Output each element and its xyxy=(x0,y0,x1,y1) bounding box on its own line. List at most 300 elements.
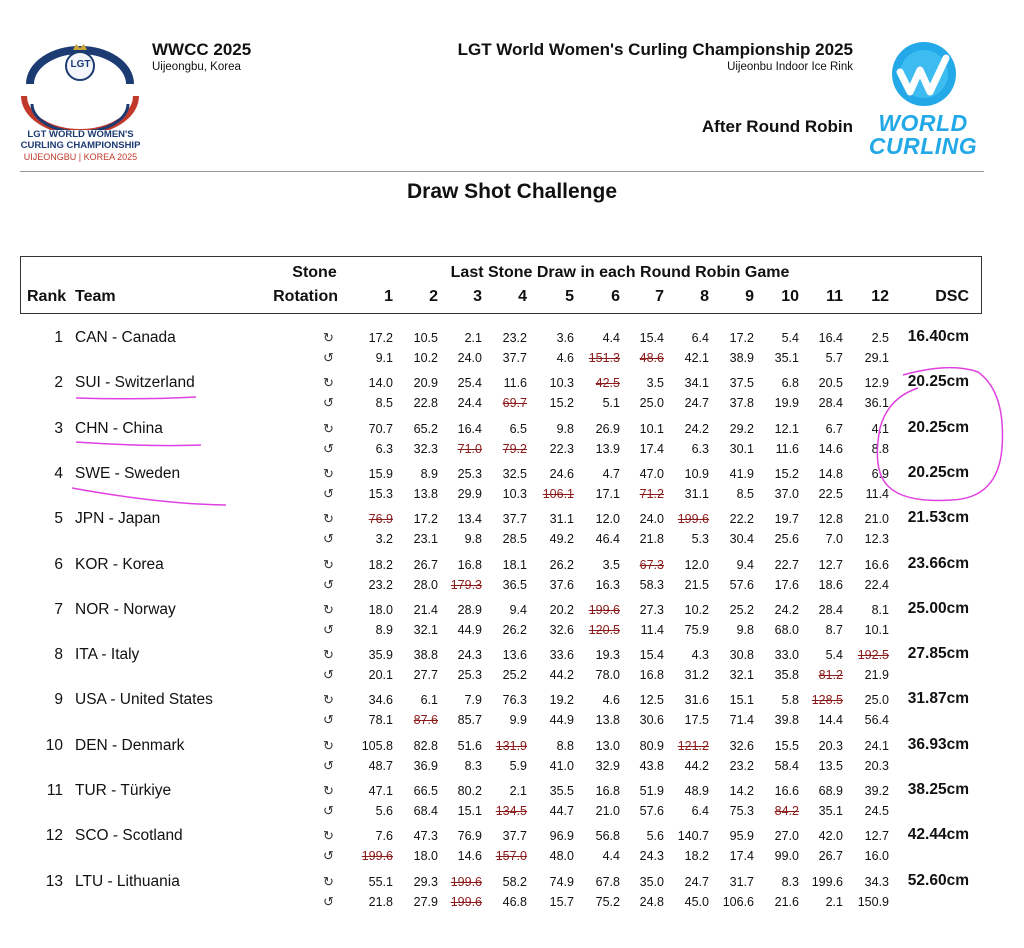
event-short-name: WWCC 2025 xyxy=(152,40,252,59)
draw-value: 68.0 xyxy=(774,622,799,637)
draw-value: 48.7 xyxy=(368,758,393,773)
draw-value: 8.8 xyxy=(871,441,889,456)
rank-cell: 10 xyxy=(45,736,63,754)
draw-value: 34.1 xyxy=(684,376,709,391)
draw-value: 58.4 xyxy=(774,758,799,773)
draw-value: 20.3 xyxy=(818,738,843,753)
draw-value: 80.2 xyxy=(457,784,482,798)
header-game-1: 1 xyxy=(384,288,393,305)
draw-value: 57.6 xyxy=(729,577,754,592)
draw-value: 24.6 xyxy=(549,466,574,481)
draw-value: 16.6 xyxy=(774,784,799,798)
draw-value: 21.0 xyxy=(864,512,889,527)
draw-value: 4.4 xyxy=(602,849,620,864)
header-game-11: 11 xyxy=(826,288,843,305)
draw-value: 32.1 xyxy=(729,668,754,683)
rank-cell: 9 xyxy=(54,691,63,709)
world-curling-line-1: WORLD xyxy=(878,110,968,136)
draw-value: 25.0 xyxy=(639,396,664,411)
draw-value: 32.5 xyxy=(502,466,527,481)
draw-value: 68.9 xyxy=(818,784,843,798)
draw-value: 21.8 xyxy=(368,894,393,909)
draw-value: 17.4 xyxy=(639,441,664,456)
draw-value: 44.2 xyxy=(549,668,574,683)
draw-value: 48.0 xyxy=(549,849,574,864)
world-curling-mark-icon xyxy=(858,38,988,113)
draw-value: 199.6 xyxy=(361,849,393,864)
draw-value: 131.9 xyxy=(495,738,527,753)
draw-value: 2.1 xyxy=(464,331,482,345)
draw-value: 32.6 xyxy=(549,622,574,637)
draw-value: 15.4 xyxy=(639,648,664,663)
draw-value: 43.8 xyxy=(639,758,664,773)
logo-line-2: CURLING CHAMPIONSHIP xyxy=(20,140,141,151)
underline-china xyxy=(76,442,201,446)
draw-value: 25.0 xyxy=(864,693,889,708)
draw-value: 24.5 xyxy=(864,804,889,818)
draw-value: 5.8 xyxy=(781,693,799,708)
draw-value: 42.1 xyxy=(684,351,709,365)
draw-value: 8.7 xyxy=(825,622,843,637)
draw-value: 8.5 xyxy=(375,396,393,411)
draw-value: 8.3 xyxy=(781,874,799,889)
draw-value: 21.0 xyxy=(595,804,620,818)
draw-value: 37.7 xyxy=(502,351,527,365)
draw-value: 6.9 xyxy=(871,466,889,481)
draw-value: 26.9 xyxy=(595,421,620,436)
draw-value: 19.3 xyxy=(595,648,620,663)
world-curling-line-2: CURLING xyxy=(868,133,978,159)
dsc-value: 27.85cm xyxy=(907,645,969,663)
logo-badge: LGT xyxy=(70,59,91,70)
draw-value: 28.4 xyxy=(818,396,843,411)
dsc-value: 36.93cm xyxy=(907,735,969,753)
draw-value: 16.8 xyxy=(595,784,620,798)
draw-value: 17.5 xyxy=(684,713,709,728)
draw-value: 87.6 xyxy=(413,713,438,728)
draw-value: 7.6 xyxy=(375,829,393,844)
draw-value: 74.9 xyxy=(549,874,574,889)
rank-cell: 2 xyxy=(54,374,63,392)
draw-value: 10.5 xyxy=(413,331,438,345)
draw-value: 7.9 xyxy=(464,693,482,708)
table-header-rule xyxy=(20,313,982,314)
draw-value: 16.8 xyxy=(639,668,664,683)
draw-value: 12.5 xyxy=(639,693,664,708)
logo-line-3: UIJEONGBU | KOREA 2025 xyxy=(23,152,138,162)
competition-stage: After Round Robin xyxy=(701,117,853,136)
draw-value: 15.1 xyxy=(729,693,754,708)
draw-value: 15.2 xyxy=(774,466,799,481)
counterclockwise-rotation-icon: ↺ xyxy=(323,848,334,864)
draw-value: 15.5 xyxy=(774,738,799,753)
draw-value: 2.5 xyxy=(871,331,889,345)
draw-value: 25.3 xyxy=(457,466,482,481)
clockwise-rotation-icon: ↻ xyxy=(323,420,334,436)
clockwise-rotation-icon: ↻ xyxy=(323,828,334,844)
draw-value: 19.7 xyxy=(774,512,799,527)
draw-value: 17.2 xyxy=(368,331,393,345)
header-last-stone-draw: Last Stone Draw in each Round Robin Game xyxy=(450,264,790,281)
draw-value: 5.4 xyxy=(781,331,799,345)
draw-value: 12.3 xyxy=(864,532,889,547)
draw-value: 21.4 xyxy=(413,602,438,617)
draw-value: 10.1 xyxy=(864,622,889,637)
draw-value: 84.2 xyxy=(774,804,799,818)
dsc-value: 21.53cm xyxy=(907,509,969,527)
draw-value: 79.2 xyxy=(502,441,527,456)
draw-value: 31.1 xyxy=(684,486,709,501)
draw-value: 75.9 xyxy=(684,622,709,637)
draw-value: 13.0 xyxy=(595,738,620,753)
draw-value: 47.1 xyxy=(368,784,393,798)
draw-value: 47.0 xyxy=(639,466,664,481)
draw-value: 4.1 xyxy=(871,421,889,436)
clockwise-rotation-icon: ↻ xyxy=(323,783,334,798)
draw-value: 37.8 xyxy=(729,396,754,411)
logo-line-1: LGT WORLD WOMEN'S xyxy=(27,129,134,140)
draw-value: 12.1 xyxy=(774,421,799,436)
draw-value: 3.5 xyxy=(646,376,664,391)
draw-value: 46.8 xyxy=(502,894,527,909)
draw-value: 51.6 xyxy=(457,738,482,753)
draw-value: 71.0 xyxy=(457,441,482,456)
draw-value: 23.2 xyxy=(368,577,393,592)
underline-switzerland xyxy=(76,397,196,399)
draw-value: 33.0 xyxy=(774,648,799,663)
draw-value: 27.0 xyxy=(774,829,799,844)
dsc-value: 16.40cm xyxy=(907,328,969,345)
draw-value: 120.5 xyxy=(588,622,620,637)
draw-value: 75.3 xyxy=(729,804,754,818)
draw-value: 16.6 xyxy=(864,557,889,572)
draw-value: 45.0 xyxy=(684,894,709,909)
draw-value: 24.4 xyxy=(457,396,482,411)
draw-value: 37.7 xyxy=(502,829,527,844)
draw-value: 21.6 xyxy=(774,894,799,909)
counterclockwise-rotation-icon: ↺ xyxy=(323,576,334,592)
draw-value: 28.0 xyxy=(413,577,438,592)
draw-value: 48.9 xyxy=(684,784,709,798)
counterclockwise-rotation-icon: ↺ xyxy=(323,395,334,411)
draw-value: 16.8 xyxy=(457,557,482,572)
draw-value: 12.7 xyxy=(864,829,889,844)
draw-value: 9.4 xyxy=(509,602,527,617)
clockwise-rotation-icon: ↻ xyxy=(323,465,334,481)
draw-value: 21.9 xyxy=(864,668,889,683)
draw-value: 3.6 xyxy=(556,331,574,345)
draw-value: 23.2 xyxy=(729,758,754,773)
draw-value: 13.4 xyxy=(457,512,482,527)
draw-value: 16.4 xyxy=(457,421,482,436)
draw-value: 31.6 xyxy=(684,693,709,708)
draw-value: 26.7 xyxy=(413,557,438,572)
header-team: Team xyxy=(75,288,116,305)
draw-value: 13.6 xyxy=(502,648,527,663)
draw-value: 18.2 xyxy=(368,557,393,572)
draw-value: 35.0 xyxy=(639,874,664,889)
draw-value: 35.1 xyxy=(774,351,799,365)
draw-value: 6.8 xyxy=(781,376,799,391)
draw-value: 6.3 xyxy=(691,441,709,456)
draw-value: 35.5 xyxy=(549,784,574,798)
draw-value: 34.3 xyxy=(864,874,889,889)
draw-value: 35.9 xyxy=(368,648,393,663)
draw-value: 67.3 xyxy=(639,557,664,572)
draw-value: 28.9 xyxy=(457,602,482,617)
draw-value: 30.4 xyxy=(729,532,754,547)
draw-value: 17.1 xyxy=(595,486,620,501)
draw-value: 27.3 xyxy=(639,602,664,617)
draw-value: 11.4 xyxy=(865,486,889,501)
header-rotation: Rotation xyxy=(273,288,338,305)
draw-value: 81.2 xyxy=(818,668,843,683)
draw-value: 56.8 xyxy=(595,829,620,844)
draw-value: 37.5 xyxy=(729,376,754,391)
team-name: USA - United States xyxy=(75,691,213,709)
counterclockwise-rotation-icon: ↺ xyxy=(323,621,334,637)
draw-value: 24.7 xyxy=(684,396,709,411)
draw-value: 26.2 xyxy=(502,622,527,637)
draw-value: 24.0 xyxy=(457,351,482,365)
counterclockwise-rotation-icon: ↺ xyxy=(323,440,334,456)
draw-value: 9.8 xyxy=(556,421,574,436)
draw-value: 38.9 xyxy=(729,351,754,365)
draw-value: 24.1 xyxy=(864,738,889,753)
draw-value: 76.9 xyxy=(368,512,393,527)
clockwise-rotation-icon: ↻ xyxy=(323,692,334,708)
draw-value: 29.9 xyxy=(457,486,482,501)
draw-value: 19.9 xyxy=(774,396,799,411)
counterclockwise-rotation-icon: ↺ xyxy=(323,712,334,728)
header-game-4: 4 xyxy=(518,288,527,305)
draw-value: 8.9 xyxy=(420,466,438,481)
draw-value: 6.4 xyxy=(691,804,709,818)
draw-value: 4.6 xyxy=(602,693,620,708)
draw-value: 22.5 xyxy=(818,486,843,501)
draw-value: 12.8 xyxy=(818,512,843,527)
team-name: DEN - Denmark xyxy=(75,736,185,754)
draw-value: 27.7 xyxy=(413,668,438,683)
draw-value: 56.4 xyxy=(864,713,889,728)
draw-value: 12.0 xyxy=(595,512,620,527)
draw-value: 12.0 xyxy=(684,557,709,572)
draw-value: 37.7 xyxy=(502,512,527,527)
draw-value: 15.9 xyxy=(368,466,393,481)
rank-cell: 5 xyxy=(54,510,63,528)
draw-value: 24.3 xyxy=(457,648,482,663)
draw-value: 14.4 xyxy=(818,713,843,728)
header-game-6: 6 xyxy=(611,288,620,305)
draw-value: 9.4 xyxy=(736,557,754,572)
draw-value: 21.8 xyxy=(639,532,664,547)
draw-value: 20.1 xyxy=(368,668,393,683)
draw-value: 9.8 xyxy=(736,622,754,637)
draw-value: 35.1 xyxy=(818,804,843,818)
rank-cell: 13 xyxy=(45,872,63,890)
header-rank: Rank xyxy=(27,288,67,305)
draw-value: 24.2 xyxy=(774,602,799,617)
draw-value: 25.6 xyxy=(774,532,799,547)
draw-value: 30.6 xyxy=(639,713,664,728)
rank-cell: 8 xyxy=(54,646,63,664)
draw-value: 20.2 xyxy=(549,602,574,617)
draw-value: 42.0 xyxy=(818,829,843,844)
clockwise-rotation-icon: ↻ xyxy=(323,375,334,391)
rank-cell: 12 xyxy=(45,827,63,845)
draw-value: 44.7 xyxy=(549,804,574,818)
draw-value: 2.1 xyxy=(509,784,527,798)
draw-value: 10.9 xyxy=(684,466,709,481)
clockwise-rotation-icon: ↻ xyxy=(323,511,334,527)
draw-value: 30.1 xyxy=(729,441,754,456)
draw-value: 15.1 xyxy=(457,804,482,818)
draw-value: 25.4 xyxy=(457,376,482,391)
draw-value: 31.1 xyxy=(549,512,574,527)
draw-value: 22.2 xyxy=(729,512,754,527)
draw-value: 22.3 xyxy=(549,441,574,456)
event-logo xyxy=(18,38,143,168)
counterclockwise-rotation-icon: ↺ xyxy=(323,803,334,818)
draw-value: 5.4 xyxy=(825,648,843,663)
draw-value: 85.7 xyxy=(457,713,482,728)
draw-value: 199.6 xyxy=(811,874,843,889)
draw-value: 55.1 xyxy=(368,874,393,889)
draw-value: 57.6 xyxy=(639,804,664,818)
draw-value: 22.8 xyxy=(413,396,438,411)
rank-cell: 6 xyxy=(54,555,63,573)
draw-value: 199.6 xyxy=(450,874,482,889)
draw-value: 76.9 xyxy=(457,829,482,844)
draw-value: 32.6 xyxy=(729,738,754,753)
draw-value: 6.3 xyxy=(375,441,393,456)
draw-value: 29.1 xyxy=(864,351,889,365)
draw-value: 36.1 xyxy=(864,396,889,411)
team-name: CAN - Canada xyxy=(75,329,176,346)
header-game-2: 2 xyxy=(429,288,438,305)
draw-value: 9.8 xyxy=(464,532,482,547)
dsc-value: 38.25cm xyxy=(907,781,969,798)
draw-value: 128.5 xyxy=(811,693,843,708)
draw-value: 28.5 xyxy=(502,532,527,547)
clockwise-rotation-icon: ↻ xyxy=(323,873,334,889)
dsc-value: 31.87cm xyxy=(907,690,969,708)
draw-value: 36.5 xyxy=(502,577,527,592)
draw-value: 6.5 xyxy=(509,421,527,436)
draw-value: 38.8 xyxy=(413,648,438,663)
counterclockwise-rotation-icon: ↺ xyxy=(323,667,334,683)
draw-value: 41.9 xyxy=(729,466,754,481)
draw-value: 17.2 xyxy=(413,512,438,527)
draw-value: 4.4 xyxy=(602,331,620,345)
draw-value: 17.4 xyxy=(729,849,754,864)
header-game-5: 5 xyxy=(565,288,574,305)
draw-value: 37.6 xyxy=(549,577,574,592)
draw-value: 2.1 xyxy=(825,894,843,909)
counterclockwise-rotation-icon: ↺ xyxy=(323,893,334,909)
draw-value: 22.7 xyxy=(774,557,799,572)
world-curling-logo xyxy=(858,38,988,162)
draw-value: 25.2 xyxy=(729,602,754,617)
draw-value: 16.0 xyxy=(864,849,889,864)
draw-value: 35.8 xyxy=(774,668,799,683)
draw-value: 78.0 xyxy=(595,668,620,683)
header-dsc: DSC xyxy=(935,288,969,305)
draw-value: 30.8 xyxy=(729,648,754,663)
draw-value: 33.6 xyxy=(549,648,574,663)
dsc-value: 42.44cm xyxy=(907,826,969,844)
draw-value: 13.8 xyxy=(413,486,438,501)
draw-value: 6.4 xyxy=(691,331,709,345)
clockwise-rotation-icon: ↻ xyxy=(323,556,334,572)
draw-value: 16.4 xyxy=(818,331,843,345)
draw-value: 17.6 xyxy=(774,577,799,592)
draw-value: 5.6 xyxy=(375,804,393,818)
draw-value: 14.6 xyxy=(818,441,843,456)
header-game-10: 10 xyxy=(781,288,799,305)
draw-value: 157.0 xyxy=(495,849,527,864)
header-divider xyxy=(20,171,984,172)
draw-value: 37.0 xyxy=(774,486,799,501)
draw-value: 16.3 xyxy=(595,577,620,592)
draw-value: 82.8 xyxy=(413,738,438,753)
rank-cell: 7 xyxy=(54,600,63,618)
draw-value: 44.9 xyxy=(549,713,574,728)
draw-value: 8.3 xyxy=(464,758,482,773)
draw-value: 11.4 xyxy=(640,622,664,637)
draw-value: 58.2 xyxy=(502,874,527,889)
draw-value: 24.0 xyxy=(639,512,664,527)
draw-value: 121.2 xyxy=(677,738,709,753)
draw-value: 71.2 xyxy=(639,486,664,501)
draw-value: 7.0 xyxy=(825,532,843,547)
team-name: TUR - Türkiye xyxy=(75,782,172,799)
draw-value: 26.2 xyxy=(549,557,574,572)
draw-value: 80.9 xyxy=(639,738,664,753)
draw-value: 36.9 xyxy=(413,758,438,773)
draw-value: 22.4 xyxy=(864,577,889,592)
draw-value: 12.9 xyxy=(864,376,889,391)
draw-value: 6.1 xyxy=(420,693,438,708)
draw-value: 20.9 xyxy=(413,376,438,391)
draw-value: 70.7 xyxy=(368,421,393,436)
dsc-value: 20.25cm xyxy=(907,373,969,391)
clockwise-rotation-icon: ↻ xyxy=(323,737,334,753)
draw-value: 13.9 xyxy=(595,441,620,456)
underline-sweden xyxy=(72,488,226,505)
draw-value: 68.4 xyxy=(413,804,438,818)
clockwise-rotation-icon: ↻ xyxy=(323,647,334,663)
draw-value: 4.6 xyxy=(556,351,574,365)
rank-cell: 1 xyxy=(54,329,63,346)
team-name: JPN - Japan xyxy=(75,510,161,528)
draw-value: 42.5 xyxy=(595,376,620,391)
counterclockwise-rotation-icon: ↺ xyxy=(323,531,334,547)
team-name: NOR - Norway xyxy=(75,600,176,618)
draw-value: 5.3 xyxy=(691,532,709,547)
draw-value: 27.9 xyxy=(413,894,438,909)
draw-value: 199.6 xyxy=(588,602,620,617)
draw-value: 5.9 xyxy=(509,758,527,773)
draw-value: 18.1 xyxy=(502,557,527,572)
draw-value: 23.1 xyxy=(413,532,438,547)
draw-value: 41.0 xyxy=(549,758,574,773)
draw-value: 134.5 xyxy=(495,804,527,818)
draw-value: 48.6 xyxy=(639,351,664,365)
draw-value: 29.3 xyxy=(413,874,438,889)
draw-value: 24.2 xyxy=(684,421,709,436)
draw-value: 8.1 xyxy=(871,602,889,617)
